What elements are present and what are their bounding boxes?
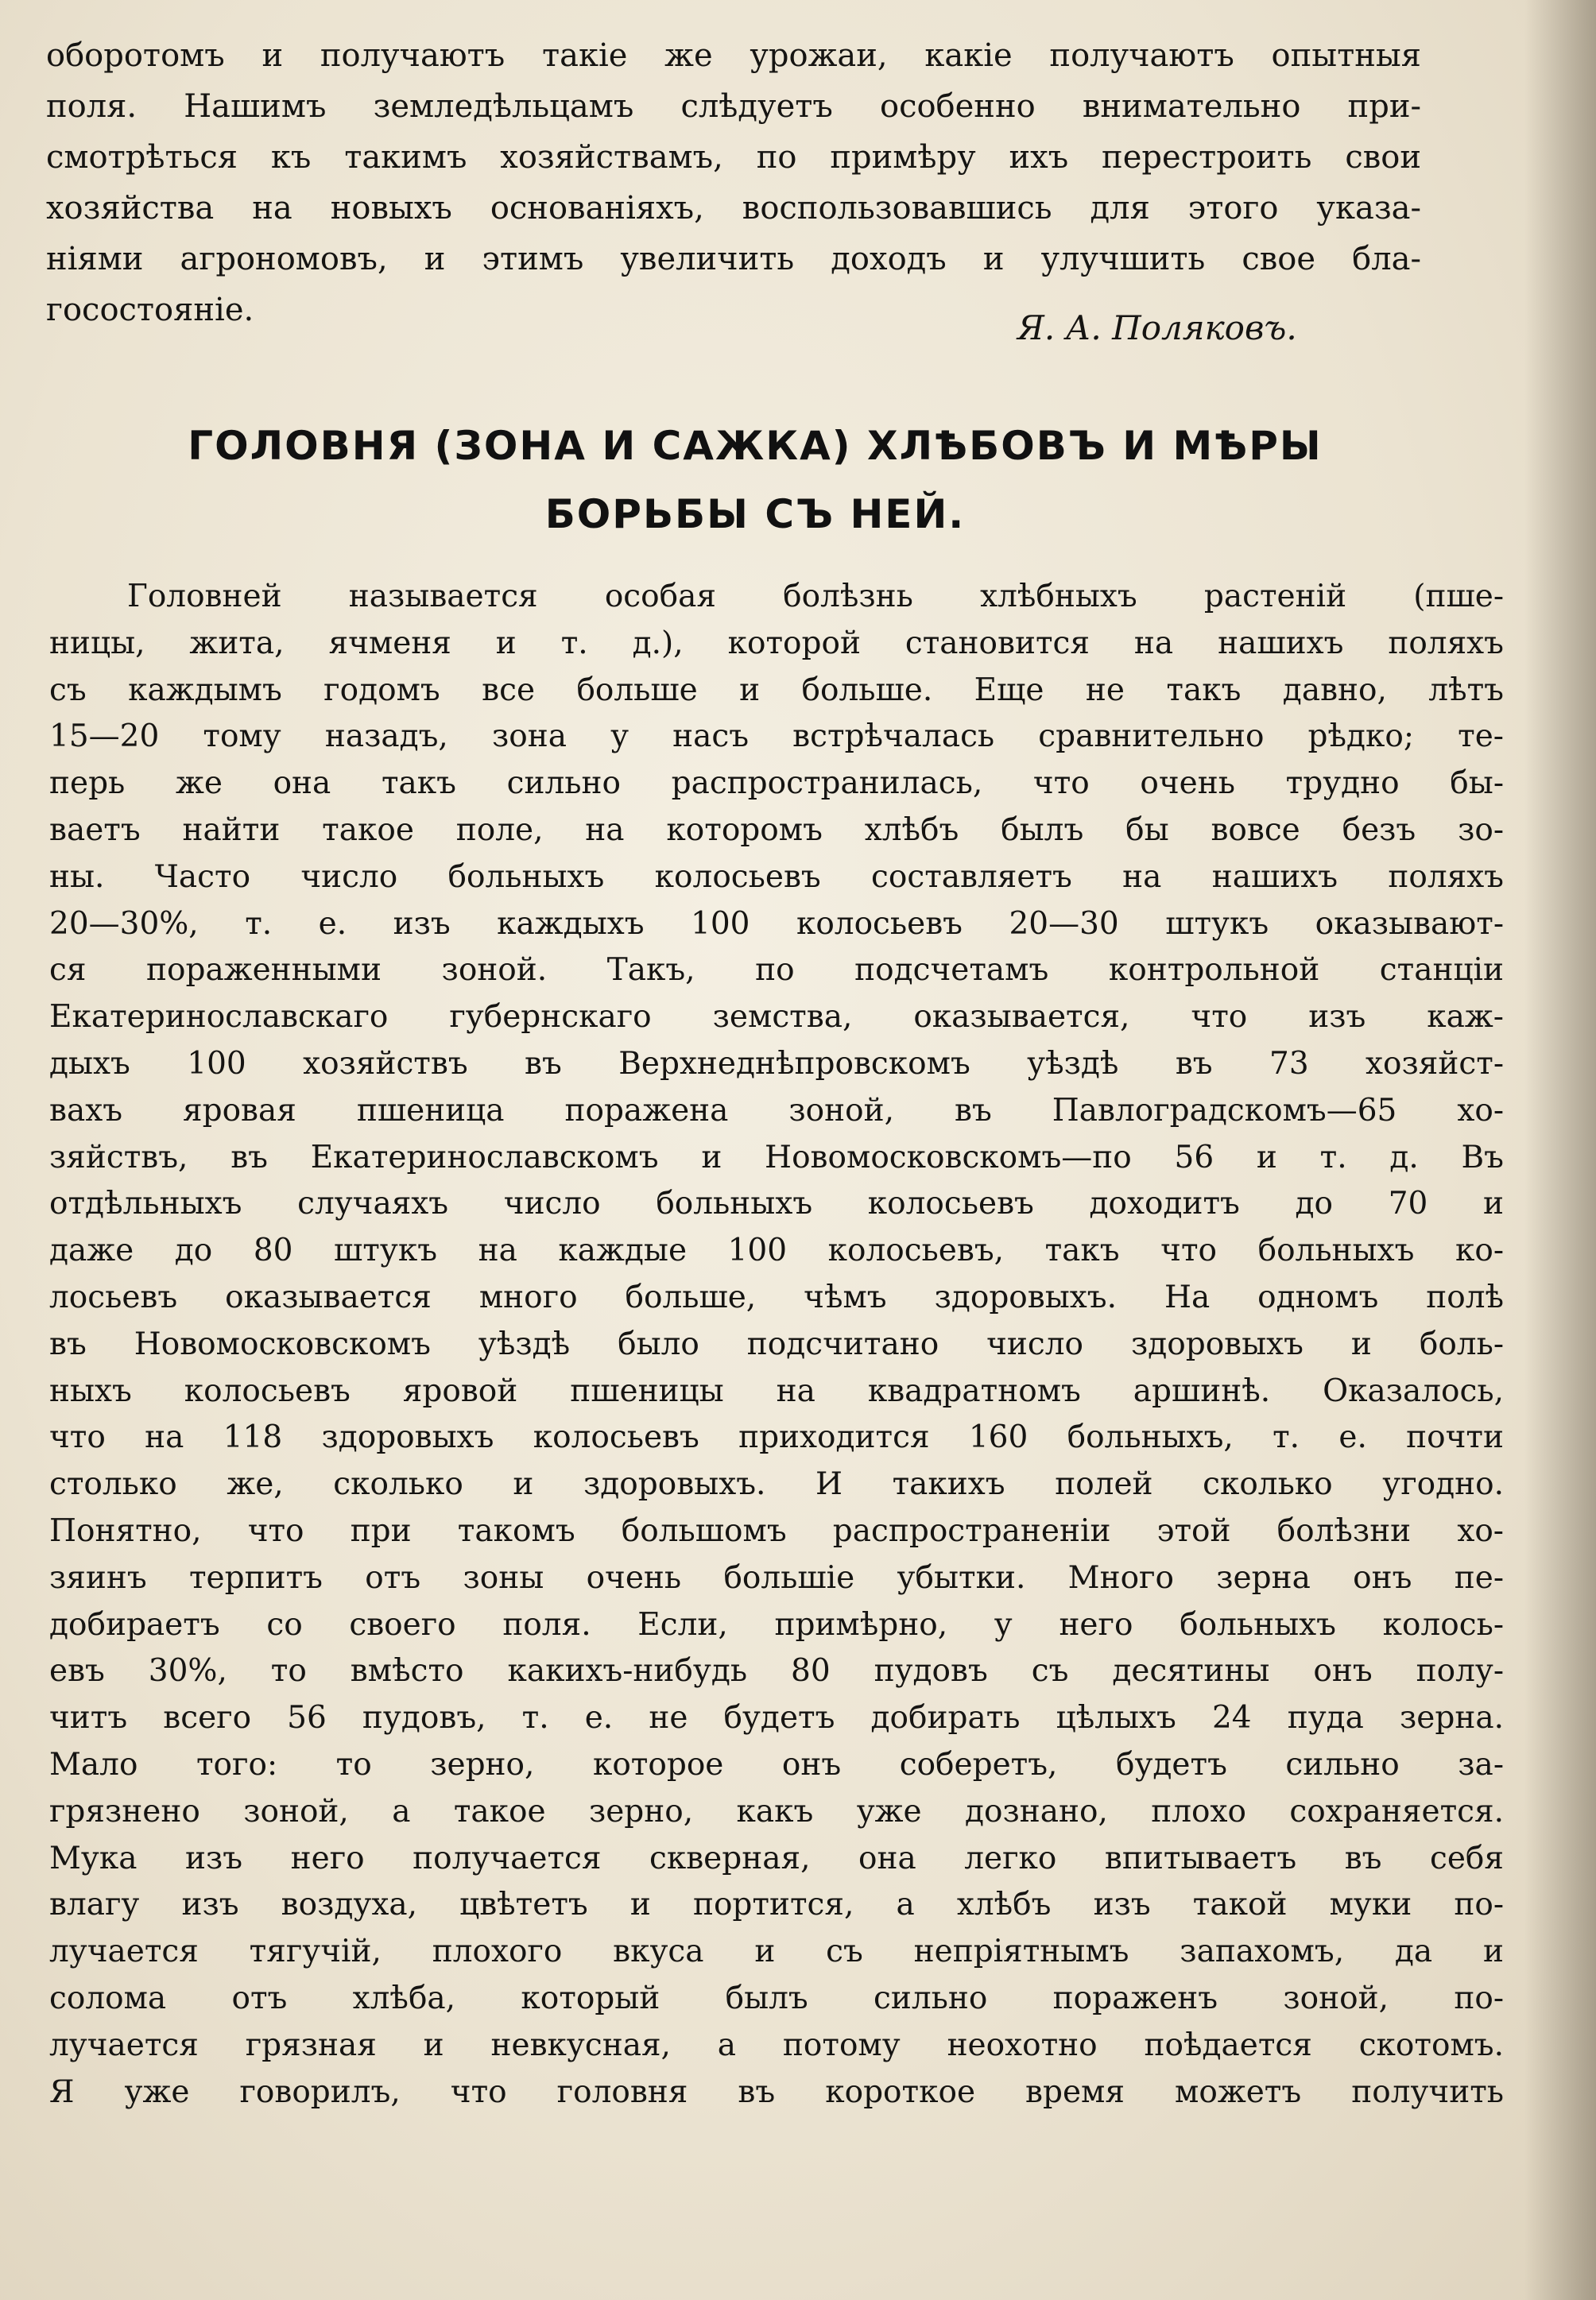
body-line: Понятно, что при такомъ большомъ распространеніи этой болѣзни хо- [49,1512,1504,1549]
body-line: 20—30%, т. е. изъ каждыхъ 100 колосьевъ 20—30 штукъ оказывают- [49,905,1504,942]
body-line: добираетъ со своего поля. Если, примѣрно, у него больныхъ колось- [49,1606,1504,1643]
body-line: ницы, жита, ячменя и т. д.), которой становится на нашихъ поляхъ [49,625,1504,661]
body-line: Екатеринославскаго губернскаго земства, оказывается, что изъ каж- [49,999,1504,1036]
intro-line: смотрѣться къ такимъ хозяйствамъ, по примѣру ихъ перестроить свои [46,139,1421,176]
body-line: Мука изъ него получается скверная, она легко впитываетъ въ себя [49,1840,1504,1876]
page-edge-shadow [1524,0,1596,2300]
body-line: лосьевъ оказывается много больше, чѣмъ здоровыхъ. На одномъ полѣ [49,1279,1504,1315]
body-line: лучается тягучій, плохого вкуса и съ непріятнымъ запахомъ, да и [49,1934,1504,1970]
body-line: ны. Часто число больныхъ колосьевъ составляетъ на нашихъ поляхъ [49,858,1504,895]
body-line: влагу изъ воздуха, цвѣтетъ и портится, а хлѣбъ изъ такой муки по- [49,1887,1504,1923]
article-title-line-2: БОРЬБЫ СЪ НЕЙ. [544,491,966,537]
body-line: вахъ яровая пшеница поражена зоной, въ Павлоградскомъ—65 хо- [49,1092,1504,1129]
intro-paragraph [46,30,1421,335]
body-line: съ каждымъ годомъ все больше и больше. Еще не такъ давно, лѣтъ [49,672,1504,708]
body-line: солома отъ хлѣба, который былъ сильно пораженъ зоной, по- [49,1980,1504,2016]
article-title-line-1: ГОЛОВНЯ (ЗОНА И САЖКА) ХЛѢБОВЪ И МѢРЫ [188,423,1323,469]
body-line: отдѣльныхъ случаяхъ число больныхъ колосьевъ доходитъ до 70 и [49,1186,1504,1222]
body-line: Мало того: то зерно, которое онъ соберетъ, будетъ сильно за- [49,1746,1504,1783]
body-line: даже до 80 штукъ на каждые 100 колосьевъ, такъ что больныхъ ко- [49,1233,1504,1269]
body-line: зяинъ терпитъ отъ зоны очень большіе убытки. Много зерна онъ пе- [49,1559,1504,1596]
body-line: столько же, сколько и здоровыхъ. И такихъ полей сколько угодно. [49,1466,1504,1503]
body-line: Головней называется особая болѣзнь хлѣбныхъ растеній (пше- [127,579,1504,614]
intro-line: поля. Нашимъ земледѣльцамъ слѣдуетъ особенно внимательно при- [46,88,1421,125]
intro-line: ніями агрономовъ, и этимъ увеличить доходъ и улучшить свое бла- [46,241,1421,277]
article-body [49,574,1504,2116]
intro-line: хозяйства на новыхъ основаніяхъ, воспользовавшись для этого указа- [46,190,1421,227]
body-line: евъ 30%, то вмѣсто какихъ-нибудь 80 пудовъ съ десятины онъ полу- [49,1653,1504,1690]
body-line: Я уже говорилъ, что головня въ короткое время можетъ получить [49,2073,1504,2110]
body-line: 15—20 тому назадъ, зона у насъ встрѣчалась сравнительно рѣдко; те- [49,718,1504,755]
body-line: перь же она такъ сильно распространилась, что очень трудно бы- [49,765,1504,802]
body-line: въ Новомосковскомъ уѣздѣ было подсчитано число здоровыхъ и боль- [49,1326,1504,1362]
intro-line: госостояніе. [46,292,254,328]
body-line: грязнено зоной, а такое зерно, какъ уже дознано, плохо сохраняется. [49,1793,1504,1830]
body-line: ся пораженными зоной. Такъ, по подсчетамъ контрольной станціи [49,952,1504,989]
intro-line: оборотомъ и получаютъ такіе же урожаи, какіе получаютъ опытныя [46,37,1421,74]
body-line: читъ всего 56 пудовъ, т. е. не будетъ добирать цѣлыхъ 24 пуда зерна. [49,1700,1504,1737]
body-line: дыхъ 100 хозяйствъ въ Верхнеднѣпровскомъ уѣздѣ въ 73 хозяйст- [49,1045,1504,1082]
author-signature: Я. А. Поляковъ. [1017,308,1297,347]
body-line: что на 118 здоровыхъ колосьевъ приходится 160 больныхъ, т. е. почти [49,1419,1504,1456]
body-line: зяйствъ, въ Екатеринославскомъ и Новомосковскомъ—по 56 и т. д. Въ [49,1139,1504,1175]
body-line: ныхъ колосьевъ яровой пшеницы на квадратномъ аршинѣ. Оказалось, [49,1373,1504,1409]
body-line: лучается грязная и невкусная, а потому неохотно поѣдается скотомъ. [49,2027,1504,2063]
body-line: ваетъ найти такое поле, на которомъ хлѣбъ былъ бы вовсе безъ зо- [49,811,1504,848]
